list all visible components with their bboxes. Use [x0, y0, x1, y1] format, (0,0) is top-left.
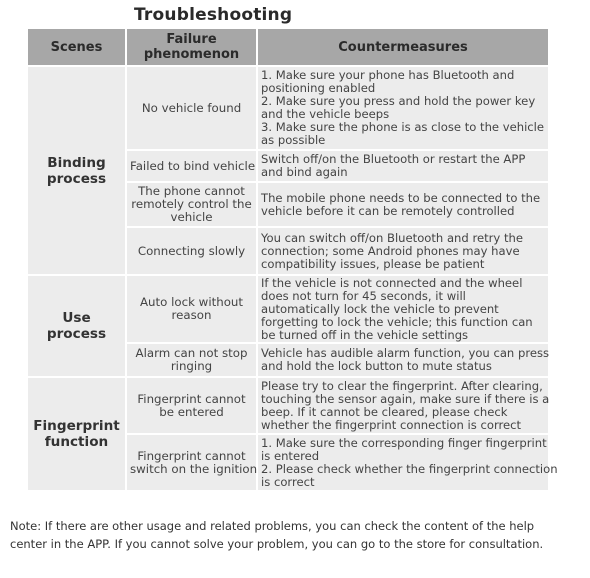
scene-label-line: process — [46, 170, 107, 187]
scene-binding-process — [28, 66, 126, 275]
scene-label-line: function — [44, 434, 109, 450]
countermeasure-cell — [257, 343, 548, 377]
failure-line: Fingerprint cannot — [137, 391, 246, 406]
failure-cell — [126, 343, 257, 377]
countermeasure-cell — [257, 434, 558, 491]
page-title: Troubleshooting — [134, 5, 293, 25]
failure-cell — [126, 275, 257, 343]
countermeasure-line: If the vehicle is not connected and the wheel — [261, 275, 523, 290]
countermeasure-line: compatibility issues, please be patient — [261, 256, 485, 271]
failure-cell — [126, 182, 257, 227]
failure-cell — [126, 227, 257, 275]
scene-use-process — [28, 275, 126, 377]
countermeasure-line: as possible — [261, 133, 326, 147]
failure-line: The phone cannot — [138, 184, 245, 198]
countermeasure-line: and bind again — [261, 165, 348, 179]
failure-line: Failed to bind vehicle — [130, 158, 256, 173]
countermeasure-line: forgetting to lock the vehicle; this function can — [261, 314, 533, 329]
countermeasure-line: and the vehicle beeps — [261, 107, 390, 121]
failure-line: Alarm can not stop — [135, 346, 248, 360]
table-row — [28, 377, 548, 434]
countermeasure-line: The mobile phone needs to be connected to the — [261, 190, 541, 205]
scene-label-line: Fingerprint — [33, 418, 120, 434]
table-header-row — [28, 29, 548, 66]
failure-cell — [126, 377, 257, 434]
countermeasure-cell — [257, 275, 548, 343]
countermeasure-line: Vehicle has audible alarm function, you can press — [261, 346, 550, 360]
countermeasure-line: 3. Make sure the phone is as close to the vehicle — [261, 120, 545, 134]
failure-cell — [126, 150, 257, 182]
countermeasure-line: is correct — [261, 474, 315, 489]
failure-cell — [126, 434, 257, 491]
scene-label-line: Use — [62, 310, 91, 326]
countermeasure-line: be turned off in the vehicle settings — [261, 327, 469, 342]
header-failure-line: phenomenon — [143, 47, 240, 62]
table-row — [28, 275, 548, 343]
footnote-line: Note: If there are other usage and related problems, you can check the content of the help — [10, 519, 535, 533]
failure-line: Auto lock without — [139, 295, 244, 309]
header-scenes: Scenes — [28, 29, 126, 66]
countermeasure-cell — [257, 377, 548, 434]
countermeasure-cell — [257, 66, 548, 150]
footnote — [10, 517, 580, 553]
failure-line: reason — [171, 308, 212, 322]
countermeasure-line: 2. Make sure you press and hold the power key — [261, 94, 536, 108]
countermeasure-line: 1. Make sure the corresponding finger fingerprint — [261, 435, 547, 450]
countermeasure-line: is entered — [261, 448, 320, 463]
countermeasure-line: Please try to clear the fingerprint. After clearing, — [261, 378, 543, 393]
scene-label-line: Binding — [47, 154, 106, 171]
failure-line: Connecting slowly — [137, 243, 246, 258]
troubleshooting-table — [28, 29, 558, 492]
scene-fingerprint-function — [28, 377, 126, 491]
countermeasure-line: does not turn for 45 seconds, it will — [261, 288, 466, 303]
failure-line: ringing — [170, 359, 213, 373]
failure-line: Fingerprint cannot — [137, 448, 246, 463]
header-failure-phenomenon — [126, 29, 257, 66]
countermeasure-line: touching the sensor again, make sure if there is a — [261, 391, 550, 406]
header-countermeasures: Countermeasures — [257, 29, 548, 66]
countermeasure-line: Switch off/on the Bluetooth or restart the APP — [261, 152, 526, 166]
countermeasure-line: 2. Please check whether the fingerprint connection — [261, 461, 558, 476]
countermeasure-line: and hold the lock button to mute status — [261, 359, 492, 373]
failure-line: No vehicle found — [141, 100, 242, 115]
countermeasure-line: You can switch off/on Bluetooth and retry the — [261, 230, 523, 245]
failure-line: remotely control the — [131, 197, 252, 211]
failure-line: vehicle — [170, 210, 213, 224]
countermeasure-cell — [257, 227, 548, 275]
failure-line: be entered — [159, 404, 224, 419]
scene-label-line: process — [46, 326, 107, 342]
countermeasure-line: positioning enabled — [261, 81, 376, 95]
footnote-line: center in the APP. If you cannot solve your problem, you can go to the store for consultation. — [10, 537, 544, 551]
failure-line: switch on the ignition — [130, 461, 258, 476]
countermeasure-line: connection; some Android phones may have — [261, 243, 520, 258]
header-failure-line: Failure — [166, 32, 217, 47]
table-row — [28, 66, 548, 150]
countermeasure-line: beep. If it cannot be cleared, please check — [261, 404, 508, 419]
countermeasure-line: vehicle before it can be remotely controlled — [261, 203, 515, 218]
failure-cell — [126, 66, 257, 150]
countermeasure-line: automatically lock the vehicle to prevent — [261, 301, 499, 316]
countermeasure-cell — [257, 150, 548, 182]
countermeasure-line: 1. Make sure your phone has Bluetooth and — [261, 68, 515, 82]
countermeasure-line: whether the fingerprint connection is correct — [261, 417, 522, 432]
countermeasure-cell — [257, 182, 548, 227]
